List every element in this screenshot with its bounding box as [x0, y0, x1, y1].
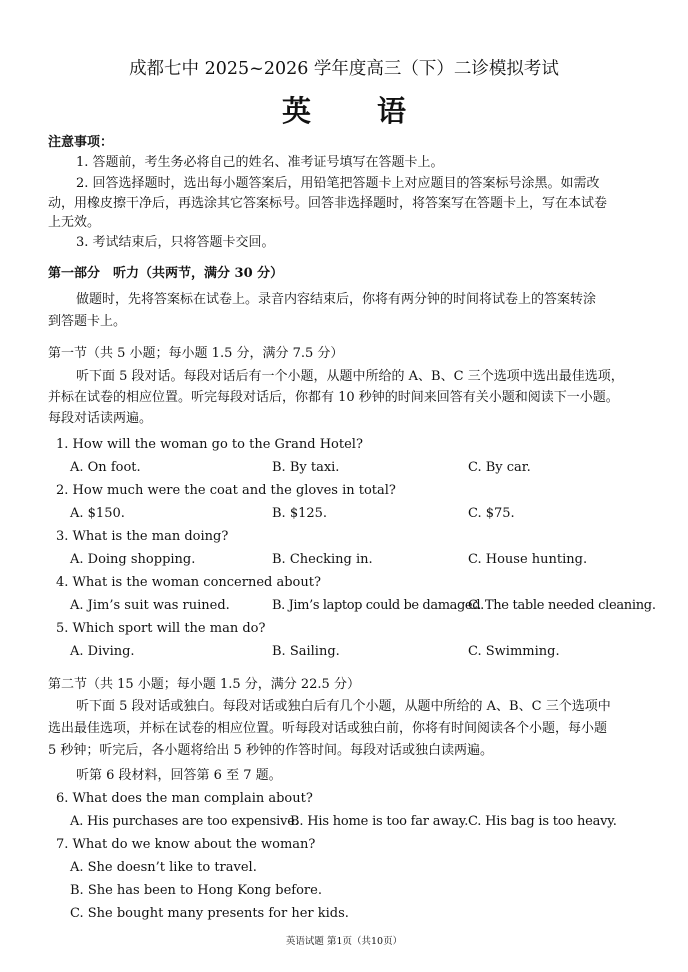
question-3: 3. What is the man doing?: [56, 529, 229, 544]
part1-intro-line-1: 做题时，先将答案标在试卷上。录音内容结束后，你将有两分钟的时间将试卷上的答案转涂: [76, 292, 597, 307]
question-4: 4. What is the woman concerned about?: [56, 575, 321, 590]
notice-item-2-line-1: 2. 回答选择题时，选出每小题答案后，用铅笔把答题卡上对应题目的答案标号涂黑。如需改: [76, 176, 600, 191]
question-3-option-a[interactable]: A. Doing shopping.: [70, 552, 196, 567]
question-6-option-b[interactable]: B. His home is too far away.: [290, 814, 469, 829]
section1-heading: 第一节（共 5 小题；每小题 1.5 分，满分 7.5 分）: [48, 346, 344, 361]
section2-heading: 第二节（共 15 小题；每小题 1.5 分，满分 22.5 分）: [48, 677, 360, 692]
notice-item-2-line-2: 动，用橡皮擦干净后，再选涂其它答案标号。回答非选择题时，将答案写在答题卡上，写在本试卷: [48, 196, 608, 211]
section1-instruction-line-3: 每段对话读两遍。: [48, 411, 153, 426]
notice-item-3: 3. 考试结束后，只将答题卡交回。: [76, 235, 275, 250]
question-5-option-a[interactable]: A. Diving.: [70, 644, 135, 659]
question-2-option-c[interactable]: C. $75.: [468, 506, 515, 521]
section2-material-6: 听第 6 段材料，回答第 6 至 7 题。: [76, 768, 282, 783]
question-1-option-a[interactable]: A. On foot.: [70, 460, 141, 475]
question-4-option-a[interactable]: A. Jim’s suit was ruined.: [70, 598, 230, 613]
question-5-option-c[interactable]: C. Swimming.: [468, 644, 560, 659]
notice-item-1: 1. 答题前，考生务必将自己的姓名、准考证号填写在答题卡上。: [76, 155, 444, 170]
part1-intro-line-2: 到答题卡上。: [48, 314, 127, 329]
section2-instruction-line-2: 选出最佳选项，并标在试卷的相应位置。听每段对话或独白前，你将有时间阅读各个小题，每小题: [48, 721, 608, 736]
notice-heading: 注意事项：: [48, 135, 114, 150]
section1-instruction-line-2: 并标在试卷的相应位置。听完每段对话后，你都有 10 秒钟的时间来回答有关小题和阅读下一小题。: [48, 390, 619, 405]
section2-instruction-line-3: 5 秒钟；听完后，各小题将给出 5 秒钟的作答时间。每段对话或独白读两遍。: [48, 743, 493, 758]
question-7-option-b[interactable]: B. She has been to Hong Kong before.: [70, 883, 322, 898]
question-2: 2. How much were the coat and the gloves in total?: [56, 483, 396, 498]
notice-item-2-line-3: 上无效。: [48, 215, 101, 230]
question-3-option-b[interactable]: B. Checking in.: [272, 552, 373, 567]
section2-instruction-line-1: 听下面 5 段对话或独白。每段对话或独白后有几个小题，从题中所给的 A、B、C 三个选项中: [76, 699, 611, 714]
question-5-option-b[interactable]: B. Sailing.: [272, 644, 340, 659]
part1-heading: 第一部分 听力（共两节，满分 30 分）: [48, 266, 284, 281]
question-7-option-a[interactable]: A. She doesn’t like to travel.: [70, 860, 257, 875]
question-2-option-a[interactable]: A. $150.: [70, 506, 125, 521]
question-7: 7. What do we know about the woman?: [56, 837, 316, 852]
question-2-option-b[interactable]: B. $125.: [272, 506, 328, 521]
question-3-option-c[interactable]: C. House hunting.: [468, 552, 588, 567]
question-5: 5. Which sport will the man do?: [56, 621, 266, 636]
subject-title: 英 语: [281, 94, 435, 128]
question-1-option-b[interactable]: B. By taxi.: [272, 460, 340, 475]
question-4-option-b[interactable]: B. Jim’s laptop could be damaged.: [272, 598, 484, 613]
question-6: 6. What does the man complain about?: [56, 791, 313, 806]
question-6-option-a[interactable]: A. His purchases are too expensive.: [70, 814, 299, 829]
exam-title: 成都七中 2025~2026 学年度高三（下）二诊模拟考试: [129, 59, 559, 79]
question-1: 1. How will the woman go to the Grand Hotel?: [56, 437, 363, 452]
question-4-option-c[interactable]: C. The table needed cleaning.: [468, 598, 656, 613]
question-1-option-c[interactable]: C. By car.: [468, 460, 531, 475]
section1-instruction-line-1: 听下面 5 段对话。每段对话后有一个小题，从题中所给的 A、B、C 三个选项中选出最佳选项，: [76, 369, 624, 384]
question-7-option-c[interactable]: C. She bought many presents for her kids.: [70, 906, 349, 921]
question-6-option-c[interactable]: C. His bag is too heavy.: [468, 814, 617, 829]
page-footer: 英语试题 第1页（共10页）: [285, 936, 403, 947]
